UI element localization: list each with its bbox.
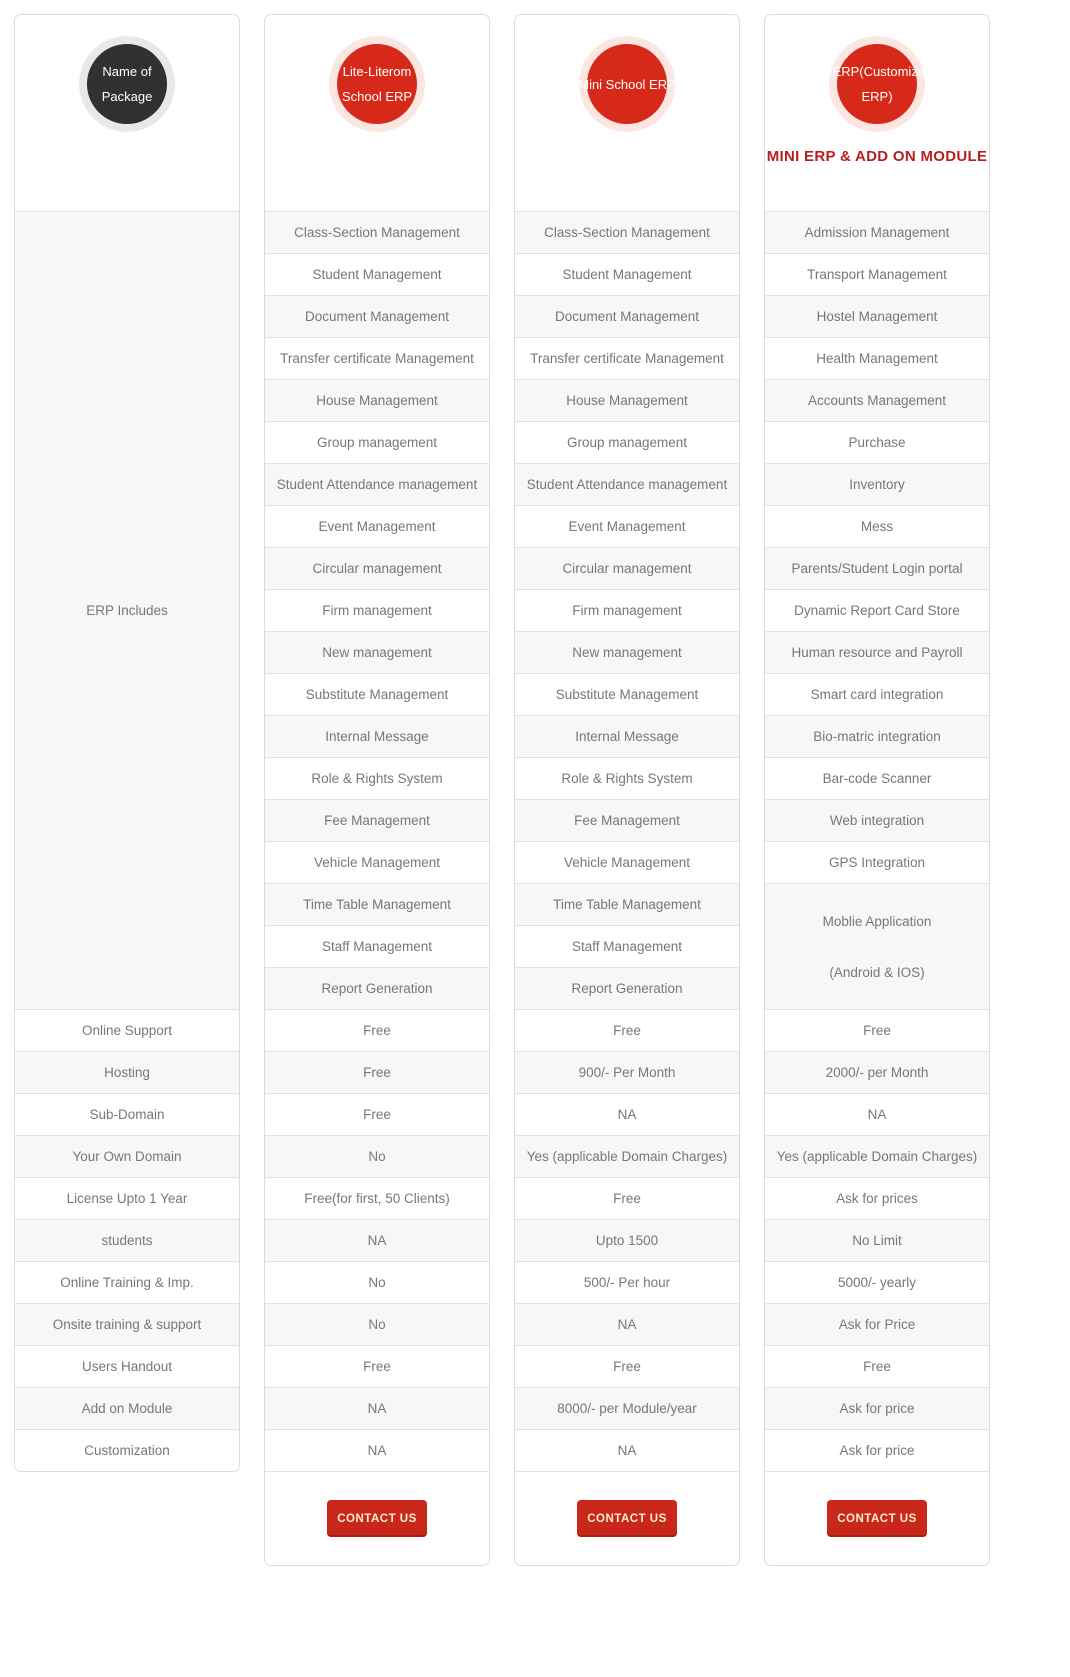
feature-cell: Parents/Student Login portal bbox=[765, 547, 989, 589]
spec-label-cell: Online Support bbox=[15, 1009, 239, 1051]
feature-cell: Human resource and Payroll bbox=[765, 631, 989, 673]
spec-value-cell: Free bbox=[265, 1051, 489, 1093]
package-circle bbox=[829, 36, 925, 132]
feature-cell: Group management bbox=[515, 421, 739, 463]
spec-label-cell: Add on Module bbox=[15, 1387, 239, 1429]
feature-cell-line: (Android & IOS) bbox=[829, 964, 925, 980]
spec-value-cell: NA bbox=[265, 1219, 489, 1261]
feature-cell: Substitute Management bbox=[515, 673, 739, 715]
feature-cell: Student Management bbox=[515, 253, 739, 295]
package-circle bbox=[79, 36, 175, 132]
spec-value-cell: Ask for price bbox=[765, 1387, 989, 1429]
feature-cell: Internal Message bbox=[515, 715, 739, 757]
feature-cell: Circular management bbox=[515, 547, 739, 589]
spec-label-cell: Customization bbox=[15, 1429, 239, 1471]
feature-cell: Purchase bbox=[765, 421, 989, 463]
package-name-line: Name of bbox=[102, 64, 152, 79]
feature-cell: Substitute Management bbox=[265, 673, 489, 715]
package-name-line: Package bbox=[101, 89, 153, 104]
feature-cell: Internal Message bbox=[265, 715, 489, 757]
spec-value-cell: Ask for price bbox=[765, 1429, 989, 1471]
feature-cell: Time Table Management bbox=[515, 883, 739, 925]
package-circle bbox=[329, 36, 425, 132]
spec-value-cell: Yes (applicable Domain Charges) bbox=[515, 1135, 739, 1177]
feature-cell: Transfer certificate Management bbox=[265, 337, 489, 379]
spec-label-cell: License Upto 1 Year bbox=[15, 1177, 239, 1219]
feature-cell: Firm management bbox=[265, 589, 489, 631]
spec-value-cell: 5000/- yearly bbox=[765, 1261, 989, 1303]
feature-cell: Role & Rights System bbox=[265, 757, 489, 799]
package-name-line: Mini School ERP bbox=[578, 76, 676, 92]
spec-value-cell: No Limit bbox=[765, 1219, 989, 1261]
spec-label-cell: Sub-Domain bbox=[15, 1093, 239, 1135]
feature-cell: Student Management bbox=[265, 253, 489, 295]
contact-us-button[interactable]: CONTACT US bbox=[827, 1500, 927, 1537]
feature-cell: Bar-code Scanner bbox=[765, 757, 989, 799]
feature-cell: Circular management bbox=[265, 547, 489, 589]
feature-cell: Smart card integration bbox=[765, 673, 989, 715]
spec-label-cell: Your Own Domain bbox=[15, 1135, 239, 1177]
card-header bbox=[515, 15, 739, 211]
spec-value-cell: Free bbox=[515, 1345, 739, 1387]
card-footer bbox=[265, 1471, 489, 1565]
package-name-line: Lite-Literom bbox=[342, 64, 412, 79]
package-card-lite-literom-school-erp bbox=[264, 14, 490, 1566]
spec-label-cell: Users Handout bbox=[15, 1345, 239, 1387]
feature-cell: Document Management bbox=[515, 295, 739, 337]
feature-cell: Vehicle Management bbox=[515, 841, 739, 883]
spec-value-cell: Yes (applicable Domain Charges) bbox=[765, 1135, 989, 1177]
feature-cell: Group management bbox=[265, 421, 489, 463]
feature-cell: Transport Management bbox=[765, 253, 989, 295]
feature-cell: Staff Management bbox=[515, 925, 739, 967]
erp-includes-cell: ERP Includes bbox=[15, 211, 239, 1009]
feature-cell: New management bbox=[265, 631, 489, 673]
contact-us-button[interactable]: CONTACT US bbox=[577, 1500, 677, 1537]
spec-value-cell: Ask for prices bbox=[765, 1177, 989, 1219]
spec-value-cell: Free bbox=[265, 1009, 489, 1051]
feature-cell: Bio-matric integration bbox=[765, 715, 989, 757]
spec-label-cell: Onsite training & support bbox=[15, 1303, 239, 1345]
spec-value-cell: Free bbox=[515, 1009, 739, 1051]
feature-cell: Role & Rights System bbox=[515, 757, 739, 799]
feature-cell: Class-Section Management bbox=[265, 211, 489, 253]
spec-value-cell: Ask for Price bbox=[765, 1303, 989, 1345]
feature-cell: Web integration bbox=[765, 799, 989, 841]
spec-value-cell: Upto 1500 bbox=[515, 1219, 739, 1261]
spec-value-cell: 8000/- per Module/year bbox=[515, 1387, 739, 1429]
feature-cell: Student Attendance management bbox=[265, 463, 489, 505]
feature-cell: Event Management bbox=[515, 505, 739, 547]
package-card-name-of-package bbox=[14, 14, 240, 1472]
package-name-line: ERP) bbox=[861, 89, 893, 104]
feature-cell: Staff Management bbox=[265, 925, 489, 967]
spec-value-cell: NA bbox=[515, 1303, 739, 1345]
card-header bbox=[265, 15, 489, 211]
package-name-line: School ERP bbox=[341, 89, 413, 104]
feature-cell: GPS Integration bbox=[765, 841, 989, 883]
spec-value-cell: NA bbox=[265, 1387, 489, 1429]
feature-cell: Transfer certificate Management bbox=[515, 337, 739, 379]
card-header bbox=[15, 15, 239, 211]
card-subtitle: MINI ERP & ADD ON MODULE bbox=[766, 148, 988, 165]
feature-cell: House Management bbox=[265, 379, 489, 421]
spec-value-cell: NA bbox=[515, 1429, 739, 1471]
feature-cell: Time Table Management bbox=[265, 883, 489, 925]
feature-cell: Firm management bbox=[515, 589, 739, 631]
card-footer bbox=[765, 1471, 989, 1565]
spec-value-cell: 2000/- per Month bbox=[765, 1051, 989, 1093]
feature-cell: New management bbox=[515, 631, 739, 673]
feature-cell: Report Generation bbox=[515, 967, 739, 1009]
feature-cell: Student Attendance management bbox=[515, 463, 739, 505]
feature-cell bbox=[765, 883, 989, 1009]
card-footer bbox=[515, 1471, 739, 1565]
spec-value-cell: NA bbox=[265, 1429, 489, 1471]
spec-value-cell: No bbox=[265, 1303, 489, 1345]
spec-value-cell: Free bbox=[765, 1009, 989, 1051]
feature-cell: Dynamic Report Card Store bbox=[765, 589, 989, 631]
feature-cell: House Management bbox=[515, 379, 739, 421]
feature-cell: Health Management bbox=[765, 337, 989, 379]
package-card-ierp-customize-erp bbox=[764, 14, 990, 1566]
spec-value-cell: 500/- Per hour bbox=[515, 1261, 739, 1303]
package-card-mini-school-erp bbox=[514, 14, 740, 1566]
spec-label-cell: students bbox=[15, 1219, 239, 1261]
feature-cell: Hostel Management bbox=[765, 295, 989, 337]
spec-label-cell: Online Training & Imp. bbox=[15, 1261, 239, 1303]
feature-cell: Fee Management bbox=[515, 799, 739, 841]
spec-value-cell: Free(for first, 50 Clients) bbox=[265, 1177, 489, 1219]
spec-value-cell: Free bbox=[265, 1345, 489, 1387]
card-header bbox=[765, 15, 989, 211]
feature-cell: Inventory bbox=[765, 463, 989, 505]
spec-value-cell: Free bbox=[515, 1177, 739, 1219]
feature-cell: Event Management bbox=[265, 505, 489, 547]
package-circle bbox=[579, 36, 675, 132]
spec-value-cell: No bbox=[265, 1135, 489, 1177]
package-name-line: IERP(Customize bbox=[828, 64, 926, 79]
spec-value-cell: Free bbox=[265, 1093, 489, 1135]
feature-cell: Vehicle Management bbox=[265, 841, 489, 883]
spec-value-cell: NA bbox=[515, 1093, 739, 1135]
feature-cell: Fee Management bbox=[265, 799, 489, 841]
spec-value-cell: NA bbox=[765, 1093, 989, 1135]
feature-cell: Document Management bbox=[265, 295, 489, 337]
feature-cell-line: Moblie Application bbox=[822, 913, 932, 929]
spec-value-cell: 900/- Per Month bbox=[515, 1051, 739, 1093]
feature-cell: Mess bbox=[765, 505, 989, 547]
feature-cell: Accounts Management bbox=[765, 379, 989, 421]
feature-cell: Class-Section Management bbox=[515, 211, 739, 253]
spec-label-cell: Hosting bbox=[15, 1051, 239, 1093]
feature-cell: Report Generation bbox=[265, 967, 489, 1009]
contact-us-button[interactable]: CONTACT US bbox=[327, 1500, 427, 1537]
spec-value-cell: Free bbox=[765, 1345, 989, 1387]
feature-cell: Admission Management bbox=[765, 211, 989, 253]
spec-value-cell: No bbox=[265, 1261, 489, 1303]
